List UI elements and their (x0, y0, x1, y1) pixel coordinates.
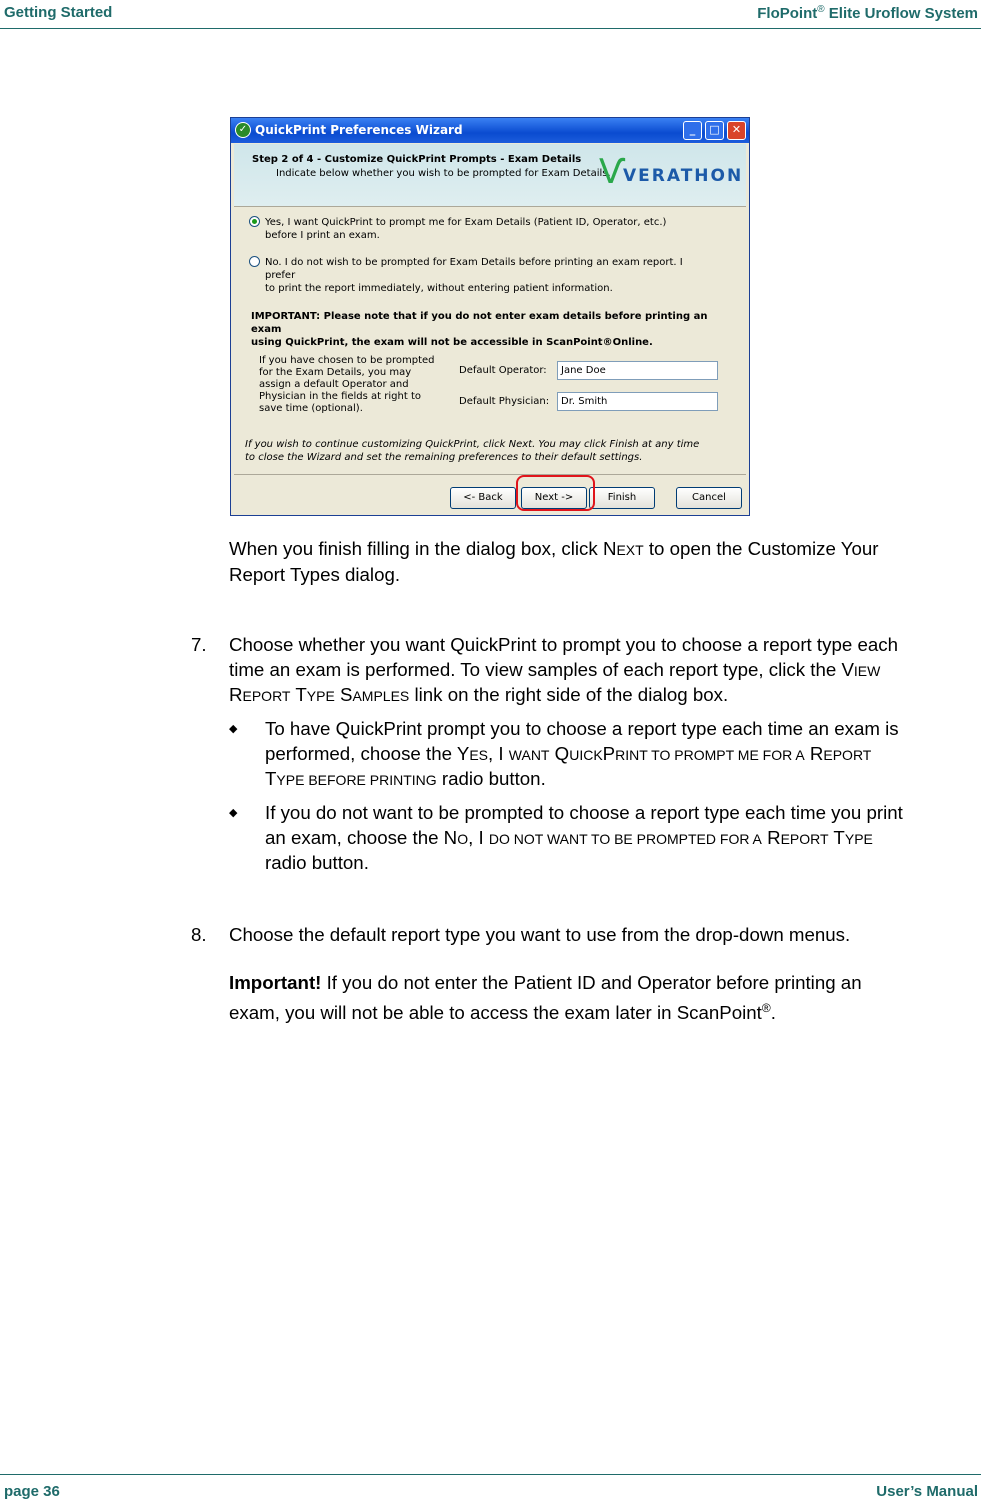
small-caps-text: YPE (844, 830, 873, 847)
bullet-2-text (265, 801, 981, 876)
radio-unselected-icon[interactable] (249, 256, 260, 267)
step-number: 7. (191, 634, 207, 655)
important-line-1: IMPORTANT: Please note that if you do not enter exam details before printing an exam (251, 311, 708, 335)
default-physician-input[interactable]: Dr. Smith (557, 392, 718, 411)
product-name: Elite Uroflow System (824, 5, 978, 22)
page-number: page 36 (4, 1483, 60, 1500)
physician-label: Default Physician: (459, 396, 550, 407)
text: P (602, 742, 616, 764)
text: R (804, 742, 824, 764)
bullet-1-text (265, 717, 981, 793)
hint-line: If you have chosen to be prompted (259, 355, 435, 366)
text: time an exam is performed. To view samples of each report type, click the V (229, 658, 854, 680)
small-caps-text: EXT (616, 542, 644, 558)
text: When you finish filling in the dialog box, click N (229, 538, 617, 559)
text: To have QuickPrint prompt you to choose a report type each time an exam is (265, 718, 899, 739)
text: T (265, 768, 277, 789)
small-caps-text: O (457, 830, 469, 847)
registered-mark: ® (761, 1000, 771, 1015)
important-label: Important! (229, 972, 322, 993)
radio-no-label-2: to print the report immediately, without entering patient information. (265, 283, 613, 294)
wizard-step-title: Step 2 of 4 - Customize QuickPrint Prompts - Exam Details (252, 154, 582, 165)
dialog-titlebar (231, 118, 749, 143)
step-number: 8. (191, 924, 207, 945)
app-icon: ✓ (235, 122, 251, 138)
text: , I (468, 826, 489, 848)
continue-line-2: to close the Wizard and set the remaining preferences to their default settings. (245, 452, 643, 463)
small-caps-text: EPORT (242, 688, 291, 704)
small-caps-text: DO NOT WANT TO BE PROMPTED FOR A (488, 830, 762, 847)
close-button[interactable]: ✕ (727, 121, 746, 140)
text: an exam, choose the N (265, 826, 458, 848)
step-7-text (229, 633, 981, 709)
text: T (828, 826, 845, 848)
text: radio button. (265, 852, 369, 873)
text: S (334, 684, 353, 705)
dialog-title: QuickPrint Preferences Wizard (255, 123, 463, 137)
wizard-step-subtitle: Indicate below whether you wish to be prompted for Exam Details. (276, 168, 611, 179)
small-caps-text: UICK (569, 746, 603, 763)
hint-line: assign a default Operator and (259, 379, 409, 390)
hint-line: Physician in the fields at right to (259, 391, 421, 402)
text: Q (549, 742, 570, 764)
radio-yes-label-1: Yes, I want QuickPrint to prompt me for Exam Details (Patient ID, Operator, etc.) (265, 217, 667, 228)
hint-line: save time (optional). (259, 403, 363, 414)
text: R (229, 684, 243, 705)
small-caps-text: YPE (306, 688, 335, 704)
page-header (0, 0, 981, 29)
cancel-button[interactable]: Cancel (676, 487, 742, 509)
text: performed, choose the Y (265, 742, 470, 764)
small-caps-text: EPORT (823, 746, 872, 763)
important-paragraph (229, 971, 981, 1025)
text: radio button. (436, 768, 546, 789)
text: T (290, 684, 307, 705)
logo-mark-icon: Ѵ (599, 152, 626, 192)
step-8-text: Choose the default report type you want to use from the drop-down menus. (229, 924, 851, 945)
text: exam, you will not be able to access the exam later in ScanPoint (229, 1001, 762, 1023)
text: to open the Customize Your (643, 538, 879, 559)
quickprint-wizard-dialog (230, 117, 750, 516)
logo-word: VERATHON (623, 166, 744, 186)
important-line-2: using QuickPrint, the exam will not be accessible in ScanPoint®Online. (251, 337, 653, 348)
continue-line-1: If you wish to continue customizing QuickPrint, click Next. You may click Finish at any time (245, 439, 700, 450)
bullet-diamond-icon: ◆ (229, 807, 238, 819)
important-notice (251, 310, 721, 349)
bullet-diamond-icon: ◆ (229, 723, 238, 735)
section-title: Getting Started (4, 4, 113, 21)
hint-line: for the Exam Details, you may (259, 367, 412, 378)
back-button[interactable]: <- Back (450, 487, 516, 509)
small-caps-text: EPORT (780, 830, 829, 847)
text: If you do not enter the Patient ID and Operator before printing an (321, 972, 862, 993)
text: If you do not want to be prompted to choose a report type each time you print (265, 802, 903, 823)
footer-manual: User’s Manual (876, 1483, 978, 1500)
radio-selected-icon[interactable] (249, 216, 260, 227)
page-footer (0, 1474, 981, 1500)
text: . (770, 1001, 776, 1023)
small-caps-text: RINT TO PROMPT ME FOR A (615, 746, 805, 763)
small-caps-text: AMPLES (352, 688, 410, 704)
operator-label: Default Operator: (459, 365, 547, 376)
next-button[interactable]: Next -> (521, 487, 587, 509)
next-button-highlight (516, 475, 595, 511)
verathon-logo (599, 152, 744, 198)
text: , I (488, 742, 509, 764)
defaults-hint (259, 355, 449, 415)
manual-title (757, 4, 978, 22)
text: R (761, 826, 781, 848)
divider (234, 206, 746, 207)
radio-yes-label-2: before I print an exam. (265, 230, 380, 241)
radio-no-label-1: No. I do not wish to be prompted for Exam Details before printing an exam report. I prefer (265, 257, 683, 281)
text: Report Types dialog. (229, 563, 401, 585)
divider (234, 474, 746, 475)
default-operator-input[interactable]: Jane Doe (557, 361, 718, 380)
continue-instructions (245, 438, 725, 464)
finish-button[interactable]: Finish (589, 487, 655, 509)
small-caps-text: WANT (508, 746, 550, 763)
maximize-button[interactable]: □ (705, 121, 724, 140)
minimize-button[interactable]: _ (683, 121, 702, 140)
text: Choose whether you want QuickPrint to prompt you to choose a report type each (229, 634, 898, 655)
registered-mark: ® (817, 4, 825, 15)
text: link on the right side of the dialog box. (409, 684, 729, 705)
small-caps-text: ES (469, 746, 488, 763)
small-caps-text: IEW (853, 662, 881, 679)
small-caps-text: YPE BEFORE PRINTING (276, 772, 437, 788)
after-dialog-paragraph (229, 537, 969, 587)
wizard-banner (234, 144, 746, 206)
brand-name: FloPoint (757, 5, 818, 22)
